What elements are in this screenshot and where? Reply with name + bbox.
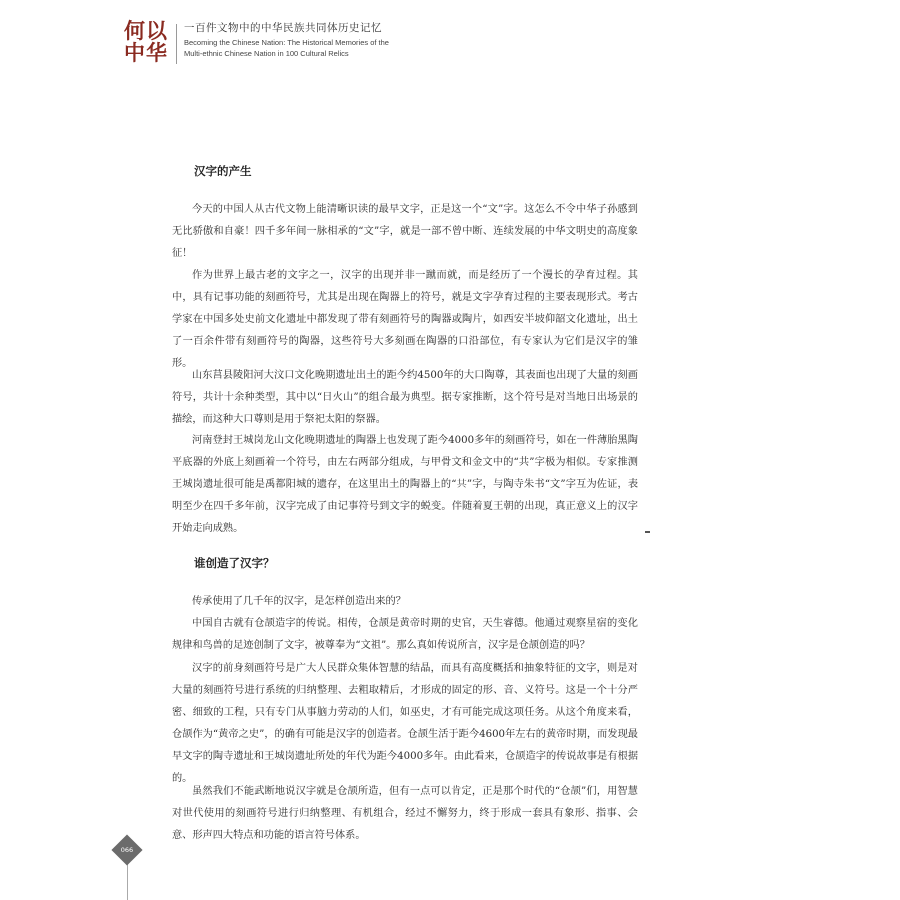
paragraph: 传承使用了几千年的汉字，是怎样创造出来的？ xyxy=(192,596,406,607)
header-divider xyxy=(176,24,177,64)
print-mark xyxy=(645,531,650,533)
header-title-en-1: Becoming the Chinese Nation: The Historical Memories of the xyxy=(184,38,389,47)
header-title-block xyxy=(184,21,484,59)
page-number: 066 xyxy=(120,846,134,854)
section-heading-creator: 谁创造了汉字？ xyxy=(194,556,275,570)
paragraph: 汉字的前身刻画符号是广大人民群众集体智慧的结晶，而具有高度概括和抽象特征的文字，则是对大量的刻画符号进行系统的归纳整理、去粗取精后，才形成的固定的形、音、义符号。这是一个十分严密、细致的工程，只有专门从事脑力劳动的人们，如巫史，才有可能完成这项任务。从这个角度来看，仓颉作为“黄帝之史”，的确有可能是汉字的创造者。仓颉生活于距今4600年左右的黄帝时期，而发现最早文字的陶寺遗址和王城岗遗址所处的年代为距今4000多年。由此看来，仓颉造字的传说故事是有根据的。 xyxy=(172,663,638,784)
paragraph: 虽然我们不能武断地说汉字就是仓颉所造，但有一点可以肯定，正是那个时代的“仓颉”们，用智慧对世代使用的刻画符号进行归纳整理、有机组合，经过不懈努力，终于形成一套具有象形、指事、会意、形声四大特点和功能的语言符号体系。 xyxy=(172,786,638,841)
book-logo xyxy=(124,20,172,64)
logo-line-2: 中华 xyxy=(124,40,168,65)
header-title-cn: 一百件文物中的中华民族共同体历史记忆 xyxy=(184,22,382,34)
paragraph: 今天的中国人从古代文物上能清晰识读的最早文字，正是这一个“文”字。这怎么不令中华子孙感到无比骄傲和自豪！四千多年间一脉相承的“文”字，就是一部不曾中断、连续发展的中华文明史的高度象征！ xyxy=(172,204,638,259)
logo-line-1: 何以 xyxy=(124,18,168,43)
paragraph: 中国自古就有仓颉造字的传说。相传，仓颉是黄帝时期的史官，天生睿德。他通过观察星宿的变化规律和鸟兽的足迹创制了文字，被尊奉为“文祖”。那么真如传说所言，汉字是仓颉创造的吗？ xyxy=(172,618,638,651)
paragraph: 山东莒县陵阳河大汶口文化晚期遗址出土的距今约4500年的大口陶尊，其表面也出现了大量的刻画符号，共计十余种类型，其中以“日火山”的组合最为典型。据专家推断，这个符号是对当地日出场景的描绘，而这种大口尊则是用于祭祀太阳的祭器。 xyxy=(172,370,638,425)
header-title-en-2: Multi-ethnic Chinese Nation in 100 Cultural Relics xyxy=(184,49,349,58)
paragraph: 河南登封王城岗龙山文化晚期遗址的陶器上也发现了距今4000多年的刻画符号，如在一件薄胎黑陶平底器的外底上刻画着一个符号，由左右两部分组成，与甲骨文和金文中的“共”字极为相似。专家推测王城岗遗址很可能是禹都阳城的遗存，在这里出土的陶器上的“𠔏”字，与陶寺朱书“文”字互为佐证，表明至少在四千多年前，汉字完成了由记事符号到文字的蜕变。伴随着夏王朝的出现，真正意义上的汉字开始走向成熟。 xyxy=(172,435,638,534)
section-heading-origin: 汉字的产生 xyxy=(194,164,252,178)
paragraph: 作为世界上最古老的文字之一，汉字的出现并非一蹴而就，而是经历了一个漫长的孕育过程。其中，具有记事功能的刻画符号，尤其是出现在陶器上的符号，就是文字孕育过程的主要表现形式。考古学家在中国多处史前文化遗址中都发现了带有刻画符号的陶器或陶片，如西安半坡仰韶文化遗址，出土了一百余件带有刻画符号的陶器，这些符号大多刻画在陶器的口沿部位，有专家认为它们是汉字的雏形。 xyxy=(172,270,638,369)
